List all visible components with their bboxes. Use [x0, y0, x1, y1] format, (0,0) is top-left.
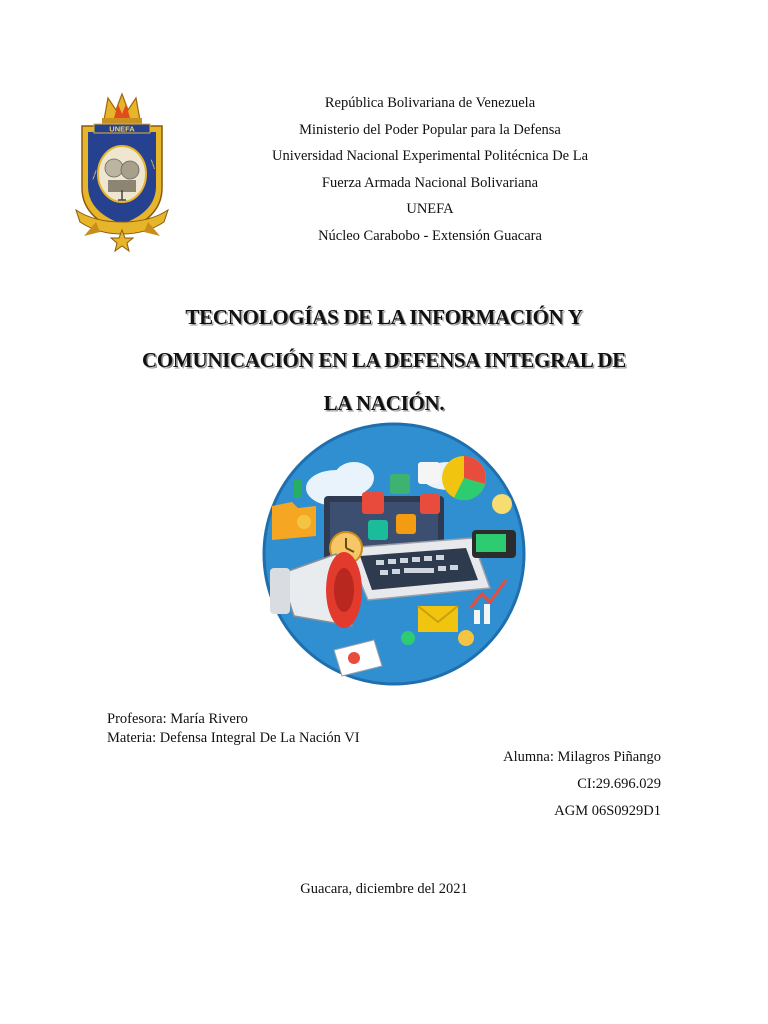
document-title [90, 296, 678, 425]
header-line-campus: Núcleo Carabobo - Extensión Guacara [318, 227, 542, 244]
university-logo [74, 90, 170, 252]
header-line-university: Universidad Nacional Experimental Politécnica De La [271, 148, 589, 165]
header-line-acronym: UNEFA [406, 201, 454, 218]
unefa-crest-icon [74, 90, 170, 252]
svg-text:▪▪▪▪▪▪▪: ▪▪▪▪▪▪▪ [90, 169, 99, 181]
subject-name: Materia: Defensa Integral De La Nación VI [107, 730, 360, 746]
teacher-info [107, 710, 360, 748]
teacher-name: Profesora: María Rivero [107, 711, 248, 727]
student-info [503, 747, 661, 828]
logo-text: UNEFA [109, 124, 135, 134]
header-line-armed-forces: Fuerza Armada Nacional Bolivariana [321, 174, 539, 191]
title-line-3: LA NACIÓN. [323, 391, 445, 415]
student-id: CI:29.696.029 [577, 776, 661, 792]
svg-text:▪▪▪▪▪▪▪: ▪▪▪▪▪▪▪ [149, 158, 158, 170]
title-line-1: TECNOLOGÍAS DE LA INFORMACIÓN Y [185, 305, 583, 329]
student-code: AGM 06S0929D1 [554, 803, 661, 819]
institution-header [230, 90, 630, 250]
technology-communication-illustration-icon [258, 418, 530, 690]
cover-illustration [258, 418, 530, 690]
header-line-republic: República Bolivariana de Venezuela [324, 95, 536, 111]
header-line-ministry: Ministerio del Poder Popular para la Defensa [299, 121, 561, 138]
student-name: Alumna: Milagros Piñango [503, 749, 661, 765]
title-line-2: COMUNICACIÓN EN LA DEFENSA INTEGRAL DE [142, 348, 626, 372]
place-and-date: Guacara, diciembre del 2021 [300, 881, 468, 897]
